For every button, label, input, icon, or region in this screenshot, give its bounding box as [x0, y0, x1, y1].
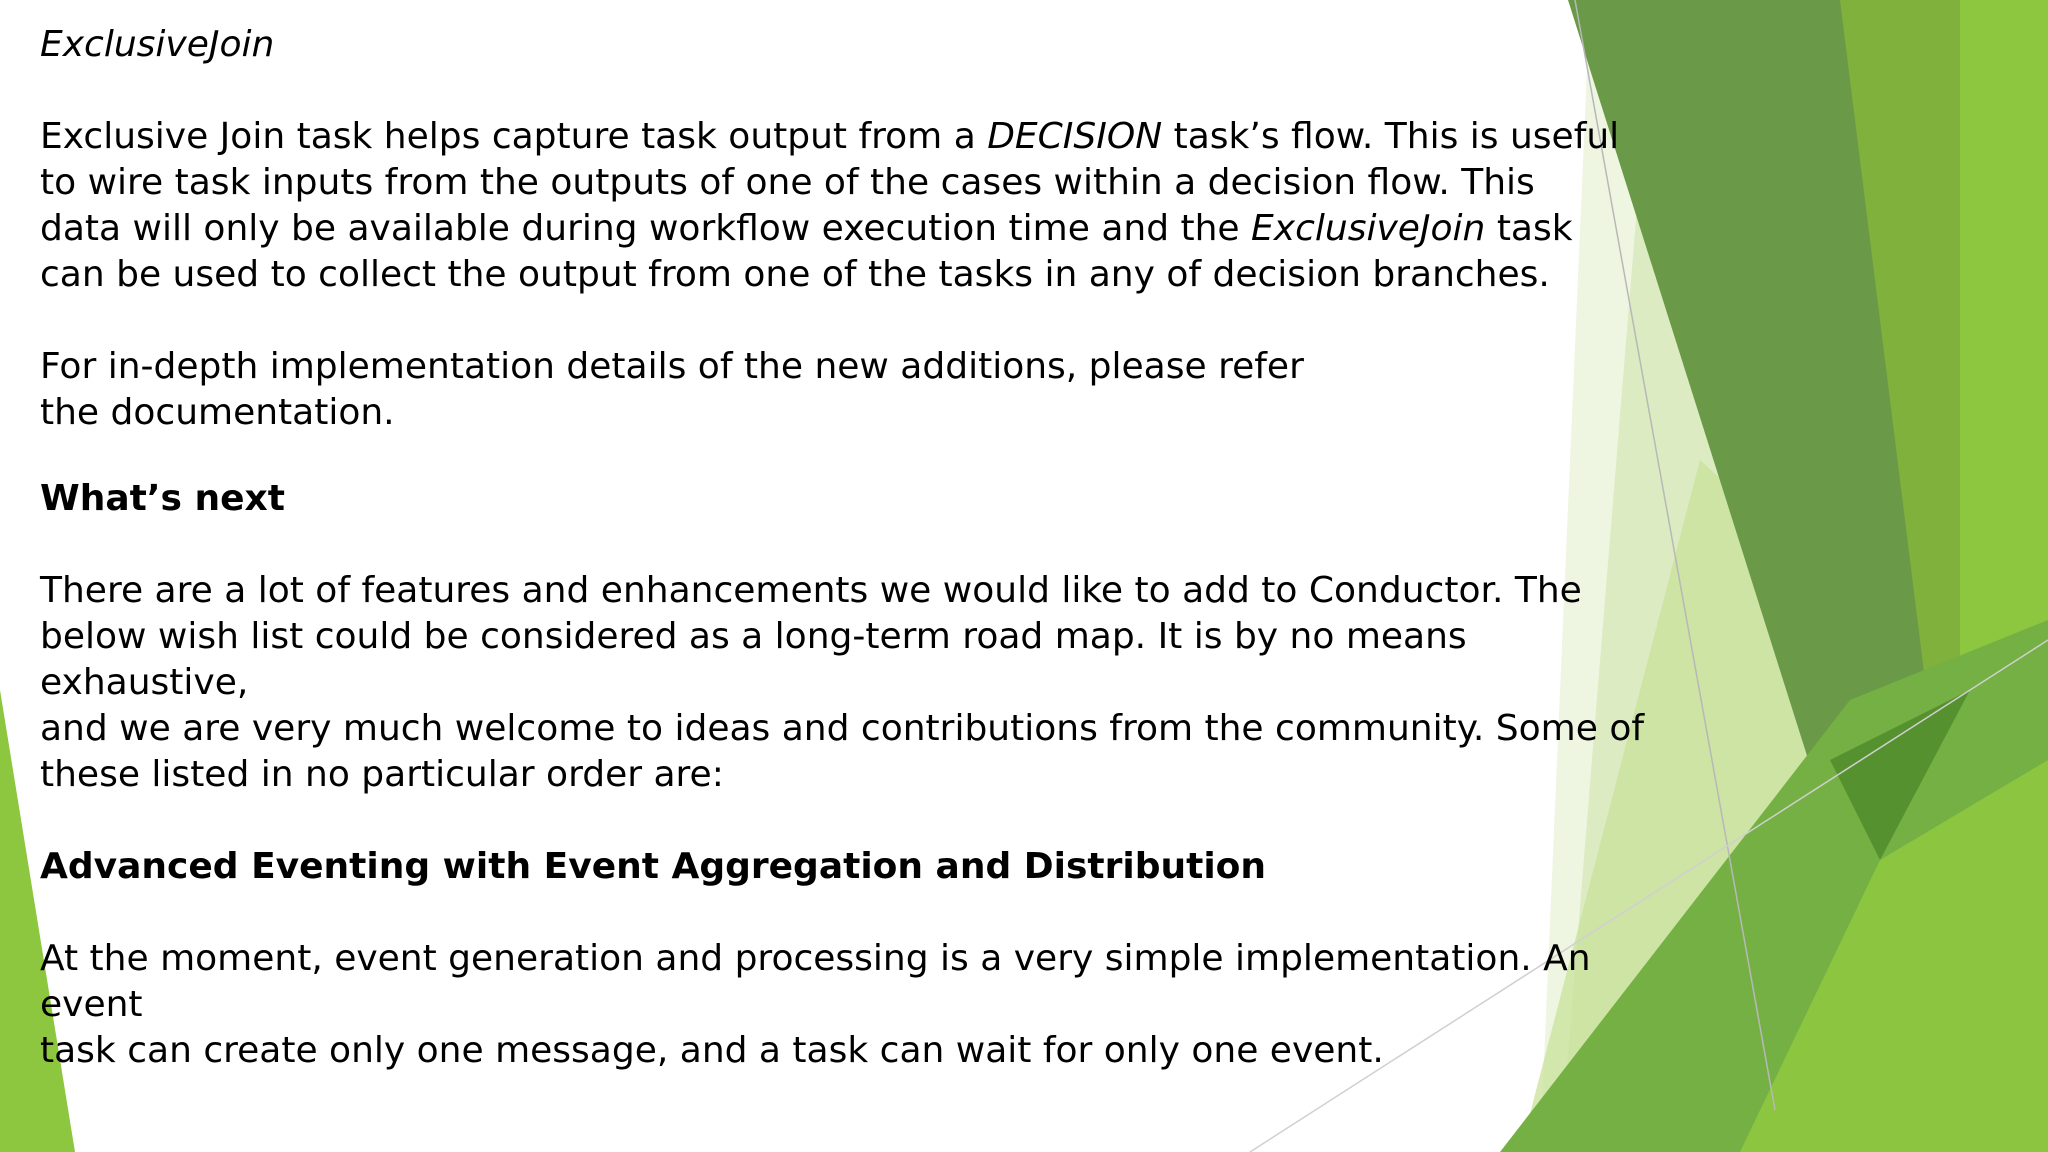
paragraph-event-generation: At the moment, event generation and processing is a very simple implementation. An event task can create only one message, and a task can wait for only one event. — [40, 938, 1591, 1071]
slide-text-body — [40, 22, 1680, 1074]
para1-text-2: task’s flow. This is useful to wire task inputs from the outputs of one of the cases within a decision flow. This data will only be available during workflow execution time and the — [40, 116, 1620, 249]
para1-emphasis-exclusivejoin: ExclusiveJoin — [1251, 208, 1486, 249]
paragraph-documentation: For in-depth implementation details of the new additions, please refer the documentation. — [40, 346, 1304, 433]
heading-exclusive-join: ExclusiveJoin — [40, 24, 275, 65]
heading-advanced-eventing: Advanced Eventing with Event Aggregation and Distribution — [40, 846, 1267, 887]
paragraph-exclusive-join — [40, 114, 1680, 298]
para1-emphasis-decision: DECISION — [987, 116, 1163, 157]
paragraph-features: There are a lot of features and enhancements we would like to add to Conductor. The below wish list could be considered as a long-term road map. It is by no means exhaustive, and we are very much welcome to ideas and contributions from the community. Some of these listed in no particular order are: — [40, 570, 1645, 795]
heading-whats-next: What’s next — [40, 478, 285, 519]
para1-text-3: task can be used to collect the output from one of the tasks in any of decision branches. — [40, 208, 1573, 295]
para1-text-1: Exclusive Join task helps capture task output from a — [40, 116, 988, 157]
